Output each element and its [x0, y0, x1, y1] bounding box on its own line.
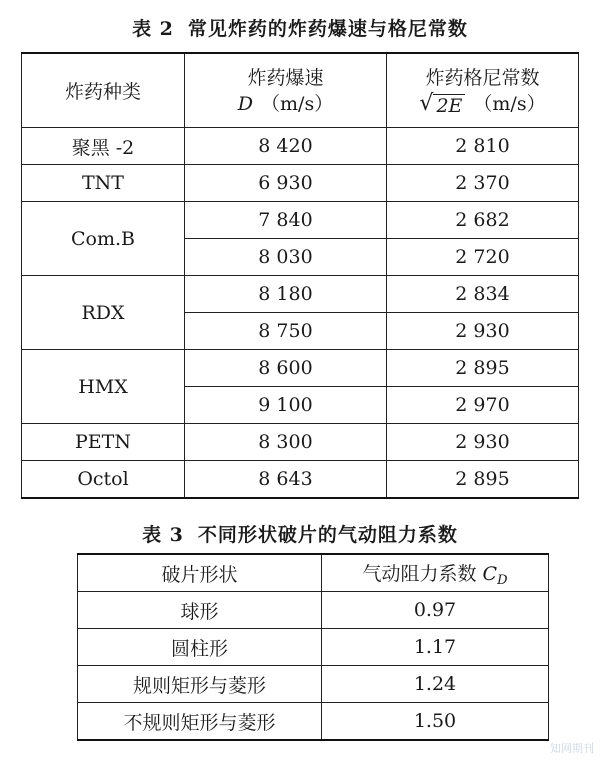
gurney-cell: 2 370	[387, 165, 579, 202]
explosive-name-cell: PETN	[22, 424, 185, 461]
table-row	[22, 165, 579, 202]
velocity-cell: 8 750	[185, 313, 387, 350]
coefficient-cell: 1.24	[322, 666, 549, 703]
gurney-cell: 2 895	[387, 461, 579, 499]
explosives-table-header-row	[22, 53, 579, 128]
explosive-name-cell: HMX	[22, 350, 185, 424]
gurney-cell: 2 970	[387, 387, 579, 424]
shape-cell: 规则矩形与菱形	[78, 666, 322, 703]
coefficient-cell: 0.97	[322, 592, 549, 629]
gurney-cell: 2 930	[387, 313, 579, 350]
gurney-cell: 2 895	[387, 350, 579, 387]
drag-table-header-row	[78, 554, 549, 592]
velocity-cell: 8 420	[185, 128, 387, 165]
header-gurney-constant: 炸药格尼常数 √ 2E （m/s）	[387, 53, 579, 128]
coefficient-cell: 1.17	[322, 629, 549, 666]
explosives-table	[21, 52, 579, 499]
table-row	[22, 202, 579, 239]
velocity-cell: 6 930	[185, 165, 387, 202]
table-row	[22, 276, 579, 313]
header-explosive-type: 炸药种类	[22, 53, 185, 128]
explosive-name-cell: Octol	[22, 461, 185, 499]
shape-cell: 球形	[78, 592, 322, 629]
drag-coefficient-table-body	[78, 554, 549, 740]
velocity-cell: 7 840	[185, 202, 387, 239]
header-fragment-shape: 破片形状	[78, 554, 322, 592]
velocity-cell: 8 180	[185, 276, 387, 313]
coefficient-cell: 1.50	[322, 703, 549, 741]
shape-cell: 不规则矩形与菱形	[78, 703, 322, 741]
table-row	[78, 666, 549, 703]
velocity-cell: 8 300	[185, 424, 387, 461]
table3-caption-title: 不同形状破片的气动阻力系数	[197, 524, 458, 546]
header-detonation-velocity: 炸药爆速 D （m/s）	[185, 53, 387, 128]
table-row	[78, 629, 549, 666]
gurney-sqrt	[419, 91, 465, 117]
header-drag-coefficient: 气动阻力系数 $C_D$	[322, 554, 549, 592]
velocity-cell: 8 643	[185, 461, 387, 499]
table2-caption	[0, 14, 600, 41]
gurney-cell: 2 682	[387, 202, 579, 239]
table-row	[78, 592, 549, 629]
table3-caption-number: 表 3	[142, 524, 184, 546]
table-row	[22, 350, 579, 387]
explosive-name-cell: RDX	[22, 276, 185, 350]
table-row	[22, 128, 579, 165]
table-row	[22, 424, 579, 461]
drag-coefficient-table	[77, 553, 549, 741]
velocity-cell: 9 100	[185, 387, 387, 424]
velocity-symbol: D	[237, 92, 254, 115]
gurney-cell: 2 810	[387, 128, 579, 165]
gurney-radicand: 2E	[433, 94, 465, 117]
table2-caption-title: 常见炸药的炸药爆速与格尼常数	[187, 18, 468, 40]
gurney-cell: 2 930	[387, 424, 579, 461]
explosive-name-cell: 聚黑 -2	[22, 128, 185, 165]
velocity-cell: 8 030	[185, 239, 387, 276]
explosive-name-cell: Com.B	[22, 202, 185, 276]
table-row	[22, 461, 579, 499]
table-row	[78, 703, 549, 741]
table3-caption	[0, 520, 600, 547]
coef-symbol: C	[482, 562, 498, 585]
gurney-unit: （m/s）	[473, 92, 546, 115]
table2-caption-number: 表 2	[132, 18, 174, 40]
shape-cell: 圆柱形	[78, 629, 322, 666]
coef-subscript: D	[497, 572, 508, 588]
sqrt-sign: √	[419, 90, 434, 116]
gurney-cell: 2 720	[387, 239, 579, 276]
explosives-table-body	[22, 53, 579, 498]
watermark-text: 知网期刊	[550, 742, 594, 755]
velocity-unit: （m/s）	[261, 92, 334, 115]
gurney-cell: 2 834	[387, 276, 579, 313]
explosive-name-cell: TNT	[22, 165, 185, 202]
velocity-cell: 8 600	[185, 350, 387, 387]
